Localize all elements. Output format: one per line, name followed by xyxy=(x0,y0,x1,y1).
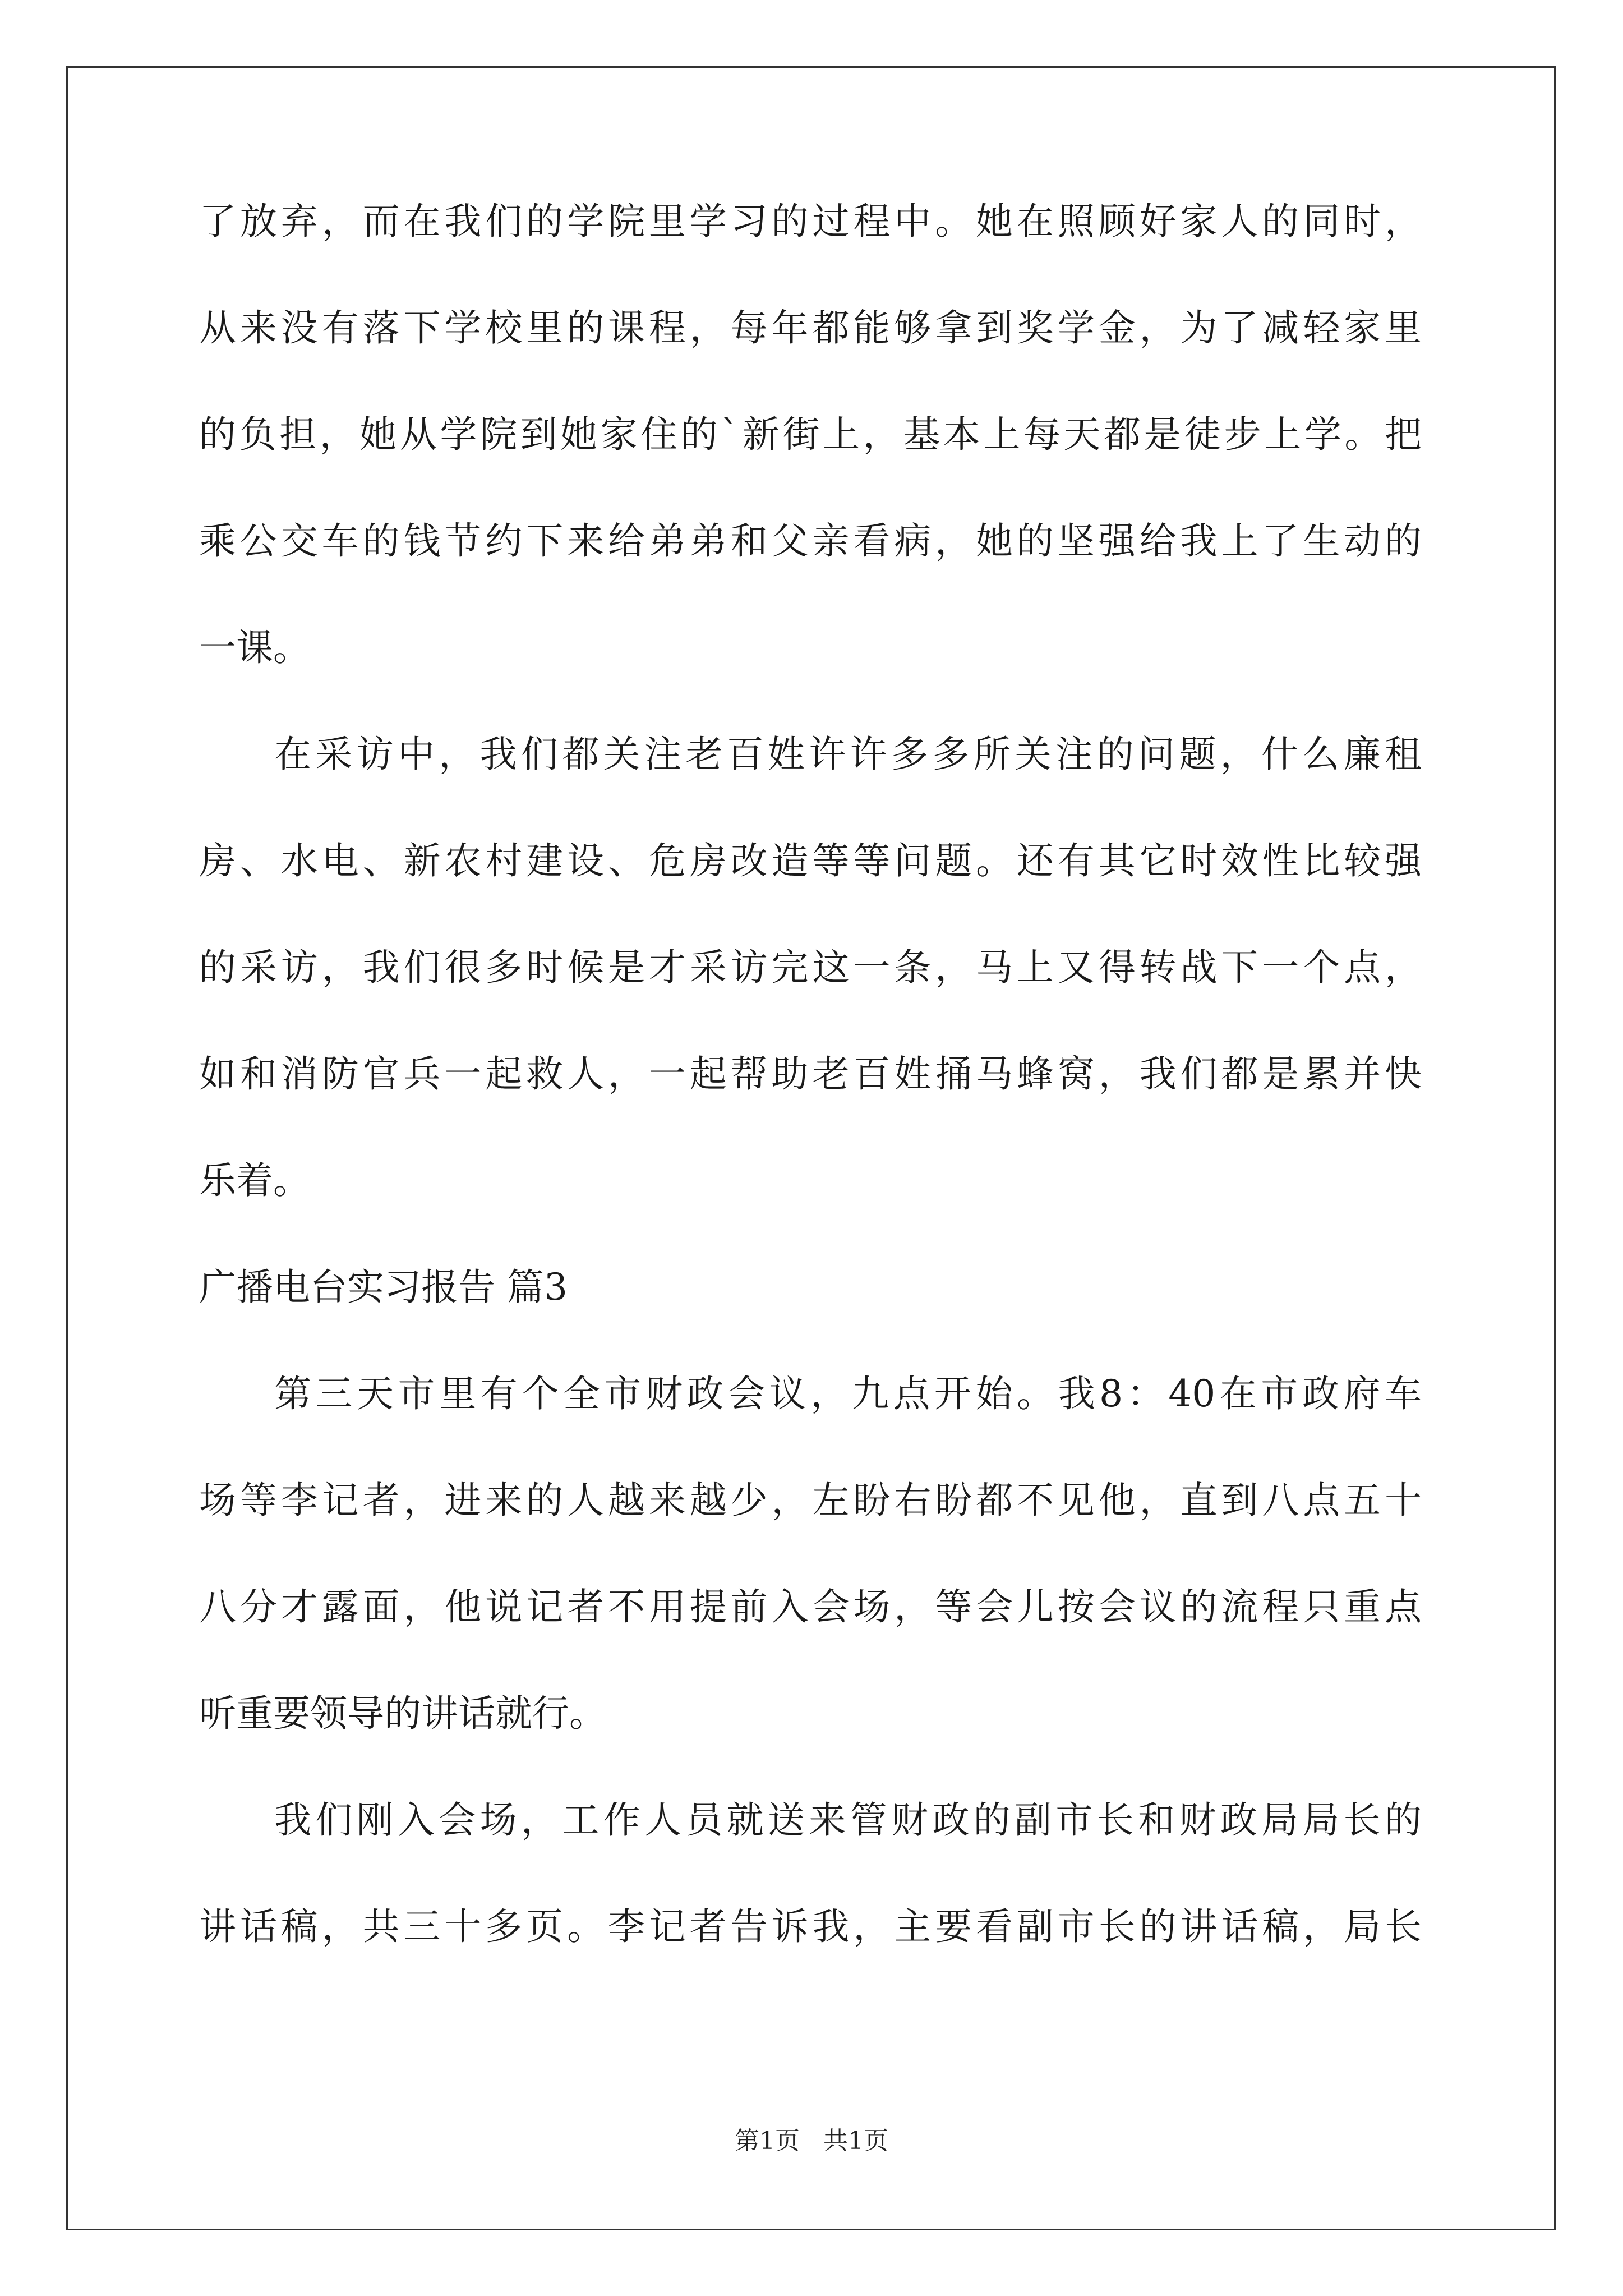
paragraph-4 xyxy=(199,1767,1422,1980)
text-line: 如和消防官兵一起救人，一起帮助老百姓捅马蜂窝，我们都是累并快 xyxy=(199,1052,1422,1096)
text-line: 一课。 xyxy=(199,626,310,669)
text-line: 在采访中，我们都关注老百姓许许多多所关注的问题，什么廉租 xyxy=(274,733,1422,776)
text-line: 的负担，她从学院到她家住的`新街上，基本上每天都是徒步上学。把 xyxy=(199,413,1422,456)
text-line: 乘公交车的钱节约下来给弟弟和父亲看病，她的坚强给我上了生动的 xyxy=(199,519,1422,563)
footer-spacer xyxy=(800,2127,823,2155)
page-total: 共1页 xyxy=(823,2127,888,2155)
paragraph-1 xyxy=(199,168,1422,701)
text-line: 乐着。 xyxy=(199,1159,310,1202)
text-line: 了放弃，而在我们的学院里学习的过程中。她在照顾好家人的同时， xyxy=(199,200,1422,243)
text-line: 房、水电、新农村建设、危房改造等等问题。还有其它时效性比较强 xyxy=(199,839,1422,882)
paragraph-3 xyxy=(199,1341,1422,1767)
page-number: 第1页 xyxy=(735,2127,800,2155)
paragraph-2 xyxy=(199,701,1422,1234)
text-line: 听重要领导的讲话就行。 xyxy=(199,1692,606,1735)
text-line: 我们刚入会场，工作人员就送来管财政的副市长和财政局局长的 xyxy=(274,1798,1422,1842)
text-line: 第三天市里有个全市财政会议，九点开始。我8：40在市政府车 xyxy=(274,1372,1422,1415)
text-line: 八分才露面，他说记者不用提前入会场，等会儿按会议的流程只重点 xyxy=(199,1585,1422,1628)
page-footer xyxy=(0,2120,1623,2156)
text-line: 的采访，我们很多时候是才采访完这一条，马上又得转战下一个点， xyxy=(199,946,1422,989)
section-heading: 广播电台实习报告 篇3 xyxy=(199,1266,568,1309)
document-body xyxy=(199,168,1422,1980)
text-line: 从来没有落下学校里的课程，每年都能够拿到奖学金，为了减轻家里 xyxy=(199,306,1422,349)
text-line: 讲话稿，共三十多页。李记者告诉我，主要看副市长的讲话稿，局长 xyxy=(199,1905,1422,1948)
text-line: 场等李记者，进来的人越来越少，左盼右盼都不见他，直到八点五十 xyxy=(199,1479,1422,1522)
